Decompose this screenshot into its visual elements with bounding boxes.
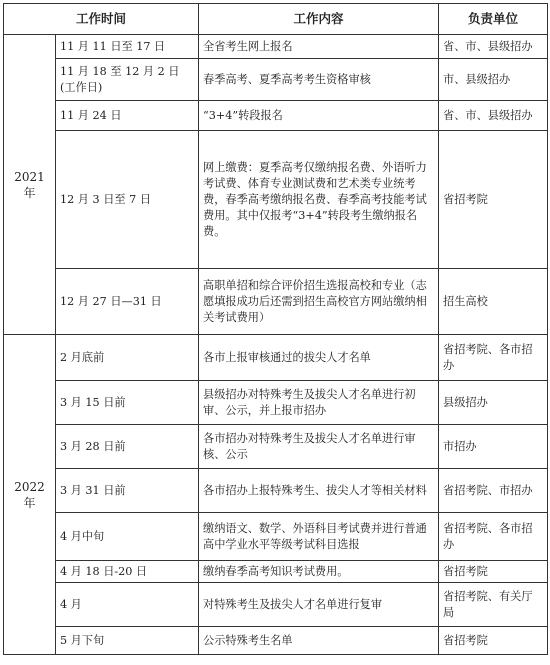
time-cell: 5 月下旬	[56, 627, 199, 655]
content-cell: 缴纳春季高考知识考试费用。	[199, 561, 439, 583]
schedule-table	[3, 3, 548, 655]
time-cell: 11 月 18 至 12 月 2 日(工作日)	[56, 59, 199, 101]
header-unit: 负责单位	[439, 4, 548, 35]
table-row	[4, 269, 548, 335]
content-cell: 网上缴费：夏季高考仅缴纳报名费、外语听力考试费、体育专业测试费和艺术类专业统考费，春季高考缴纳报名费、春季高考技能考试费用。其中仅报考“3+4”转段考生缴纳报名费。	[199, 131, 439, 269]
table-row	[4, 59, 548, 101]
table-row	[4, 131, 548, 269]
table-row	[4, 627, 548, 655]
content-cell: 各市招办对特殊考生及拔尖人才名单进行审核、公示	[199, 425, 439, 469]
time-cell: 12 月 27 日—31 日	[56, 269, 199, 335]
content-cell: 对特殊考生及拔尖人才名单进行复审	[199, 583, 439, 627]
unit-cell: 省招考院、各市招办	[439, 335, 548, 381]
unit-cell: 省招考院	[439, 561, 548, 583]
content-cell: 高职单招和综合评价招生选报高校和专业（志愿填报成功后还需到招生高校官方网站缴纳相关考试费用）	[199, 269, 439, 335]
table-row	[4, 469, 548, 513]
table-row	[4, 35, 548, 59]
unit-cell: 县级招办	[439, 381, 548, 425]
unit-cell: 省招考院、各市招办	[439, 513, 548, 561]
content-cell: 缴纳语文、数学、外语科目考试费并进行普通高中学业水平等级考试科目选报	[199, 513, 439, 561]
time-cell: 3 月 15 日前	[56, 381, 199, 425]
unit-cell: 省招考院、有关厅局	[439, 583, 548, 627]
unit-cell: 省、市、县级招办	[439, 35, 548, 59]
header-content: 工作内容	[199, 4, 439, 35]
unit-cell: 省招考院	[439, 627, 548, 655]
year-cell: 2022 年	[4, 335, 56, 655]
table-row	[4, 101, 548, 131]
content-cell: “3+4”转段报名	[199, 101, 439, 131]
header-row	[4, 4, 548, 35]
time-cell: 3 月 31 日前	[56, 469, 199, 513]
header-time: 工作时间	[4, 4, 199, 35]
content-cell: 各市招办上报特殊考生、拔尖人才等相关材料	[199, 469, 439, 513]
year-cell: 2021 年	[4, 35, 56, 335]
content-cell: 全省考生网上报名	[199, 35, 439, 59]
table-row	[4, 381, 548, 425]
table-row	[4, 561, 548, 583]
time-cell: 11 月 11 日至 17 日	[56, 35, 199, 59]
table-row	[4, 425, 548, 469]
time-cell: 3 月 28 日前	[56, 425, 199, 469]
content-cell: 各市上报审核通过的拔尖人才名单	[199, 335, 439, 381]
time-cell: 4 月 18 日-20 日	[56, 561, 199, 583]
table-row	[4, 335, 548, 381]
table-row	[4, 583, 548, 627]
unit-cell: 省、市、县级招办	[439, 101, 548, 131]
time-cell: 4 月中旬	[56, 513, 199, 561]
content-cell: 县级招办对特殊考生及拔尖人才名单进行初审、公示，并上报市招办	[199, 381, 439, 425]
table-row	[4, 513, 548, 561]
time-cell: 12 月 3 日至 7 日	[56, 131, 199, 269]
time-cell: 11 月 24 日	[56, 101, 199, 131]
unit-cell: 省招考院	[439, 131, 548, 269]
unit-cell: 市、县级招办	[439, 59, 548, 101]
unit-cell: 市招办	[439, 425, 548, 469]
time-cell: 4 月	[56, 583, 199, 627]
unit-cell: 省招考院、市招办	[439, 469, 548, 513]
content-cell: 春季高考、夏季高考考生资格审核	[199, 59, 439, 101]
time-cell: 2 月底前	[56, 335, 199, 381]
unit-cell: 招生高校	[439, 269, 548, 335]
content-cell: 公示特殊考生名单	[199, 627, 439, 655]
